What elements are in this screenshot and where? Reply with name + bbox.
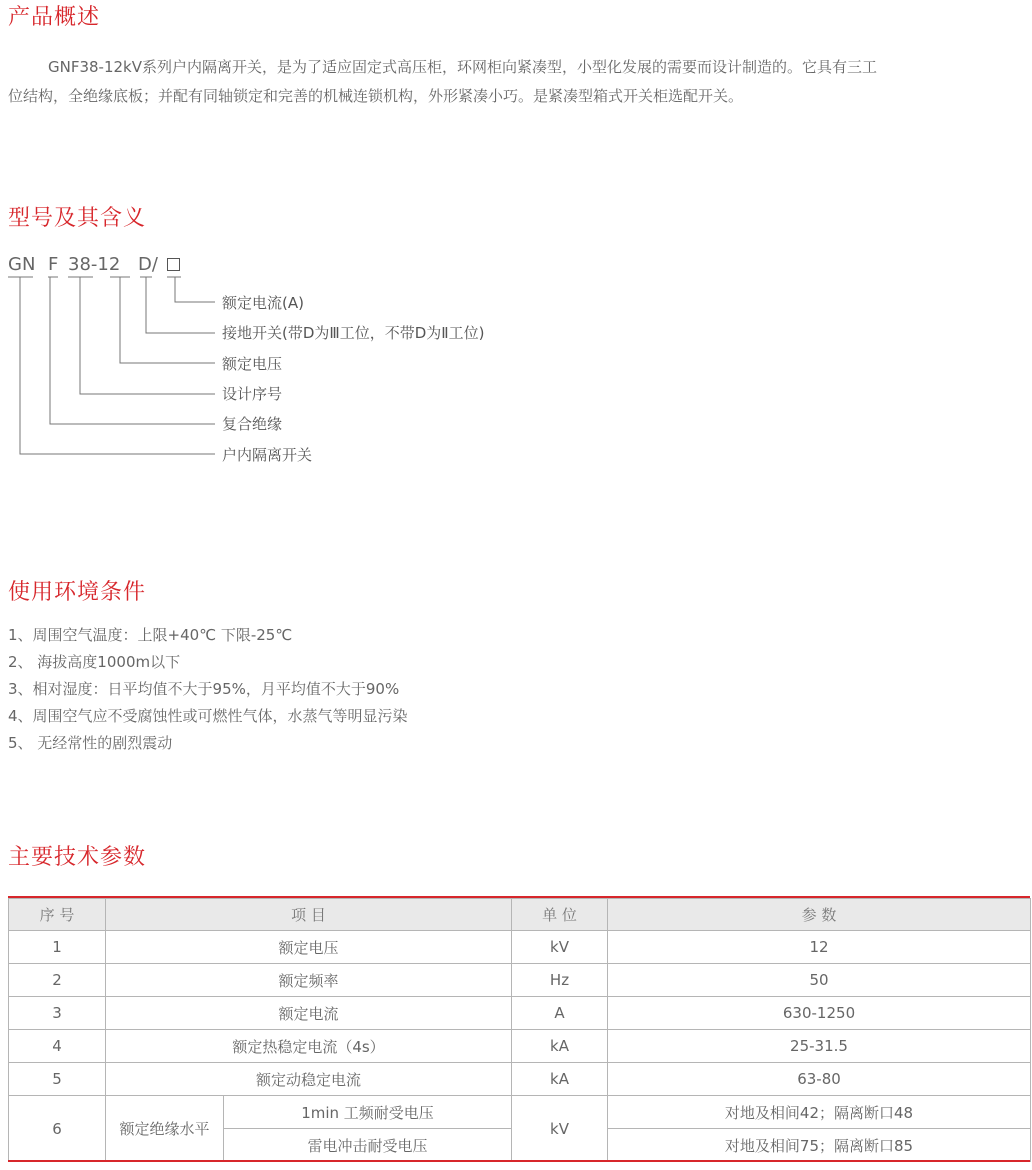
legend-rated-current: 额定电流(A) [222,294,304,312]
cell-no: 6 [9,1096,106,1162]
legend-composite-insulation: 复合绝缘 [222,415,283,433]
section-title-environment: 使用环境条件 [8,580,147,605]
params-table [8,898,1031,1162]
legend-rated-voltage: 额定电压 [222,355,283,373]
cell-no: 3 [9,997,106,1030]
overview-line-1: GNF38-12kV系列户内隔离开关，是为了适应固定式高压柜，环网柜向紧凑型，小型化发展的需要而设计制造的。它具有三工 [48,58,878,76]
cell-unit: kA [512,1063,608,1096]
model-code-d: D/ [138,254,158,275]
cell-value: 25-31.5 [608,1030,1031,1063]
cell-value: 对地及相间42；隔离断口48 [608,1096,1031,1129]
header-item: 项 目 [106,899,512,931]
header-value: 参 数 [608,899,1031,931]
cell-no: 2 [9,964,106,997]
cell-value: 对地及相间75；隔离断口85 [608,1129,1031,1162]
cell-unit: A [512,997,608,1030]
cell-no: 5 [9,1063,106,1096]
model-code-f: F [48,254,59,275]
env-item-1: 1、周围空气温度：上限+40℃ 下限-25℃ [8,626,293,644]
env-item-5: 5、 无经常性的剧烈震动 [8,734,173,752]
table-row [9,1063,1031,1096]
overview-line-2: 位结构，全绝缘底板；并配有同轴锁定和完善的机械连锁机构，外形紧凑小巧。是紧凑型箱式开关柜选配开关。 [8,87,744,105]
table-header-row [9,899,1031,931]
cell-unit: kV [512,931,608,964]
cell-unit: kA [512,1030,608,1063]
model-code-gn: GN [8,254,36,275]
cell-item: 额定电压 [106,931,512,964]
table-row [9,964,1031,997]
cell-subitem: 雷电冲击耐受电压 [224,1129,512,1162]
env-item-2: 2、 海拔高度1000m以下 [8,653,181,671]
table-row [9,1096,1031,1129]
cell-value: 63-80 [608,1063,1031,1096]
table-row [9,931,1031,964]
cell-unit: Hz [512,964,608,997]
cell-no: 4 [9,1030,106,1063]
section-title-params: 主要技术参数 [8,845,147,870]
header-unit: 单 位 [512,899,608,931]
cell-subitem: 1min 工频耐受电压 [224,1096,512,1129]
table-row [9,997,1031,1030]
cell-value: 630-1250 [608,997,1031,1030]
legend-earthing-switch: 接地开关(带D为Ⅲ工位，不带D为Ⅱ工位) [222,324,485,342]
cell-value: 50 [608,964,1031,997]
cell-group: 额定绝缘水平 [106,1096,224,1162]
cell-item: 额定频率 [106,964,512,997]
section-title-overview: 产品概述 [8,5,101,30]
table-bottom-rule [8,1160,1030,1162]
cell-item: 额定电流 [106,997,512,1030]
header-no: 序 号 [9,899,106,931]
model-connector-lines [0,0,240,470]
model-code-38-12: 38-12 [68,254,121,275]
env-item-4: 4、周围空气应不受腐蚀性或可燃性气体，水蒸气等明显污染 [8,707,408,725]
cell-unit: kV [512,1096,608,1162]
env-item-3: 3、相对湿度：日平均值不大于95%，月平均值不大于90% [8,680,400,698]
cell-item: 额定动稳定电流 [106,1063,512,1096]
cell-no: 1 [9,931,106,964]
section-title-model: 型号及其含义 [8,206,147,231]
legend-design-number: 设计序号 [222,385,283,403]
cell-value: 12 [608,931,1031,964]
legend-indoor-disconnector: 户内隔离开关 [222,446,313,464]
cell-item: 额定热稳定电流（4s） [106,1030,512,1063]
table-row [9,1030,1031,1063]
